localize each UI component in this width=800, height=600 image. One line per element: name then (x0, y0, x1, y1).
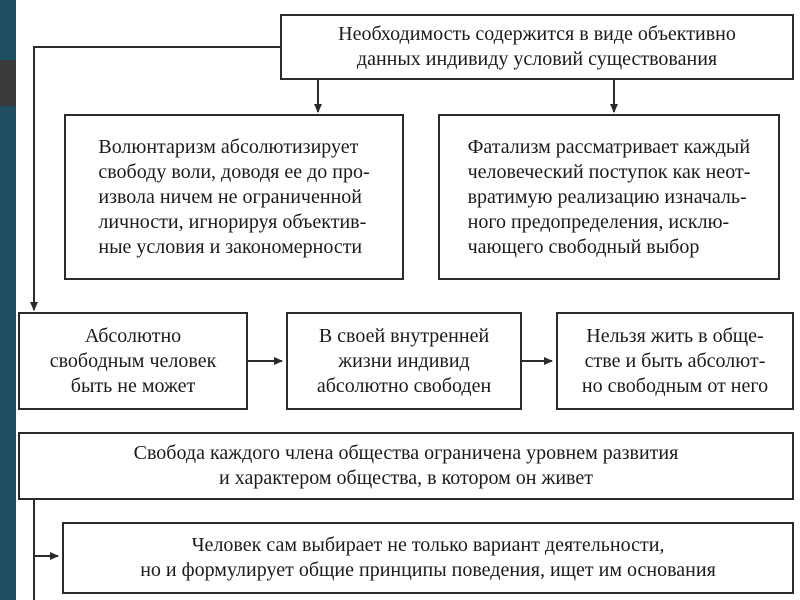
box-person-chooses: Человек сам выбирает не только вариант деятельности, но и формулирует общие принципы поведения, ищет им основания (62, 522, 794, 594)
box-freedom-limited: Свобода каждого члена общества ограничена уровнем развития и характером общества, в котором он живет (18, 432, 794, 500)
box-society: Нельзя жить в обще- стве и быть абсолют- но свободным от него (556, 312, 794, 410)
box-fatalism: Фатализм рассматривает каждый человеческий поступок как неот- вратимую реализацию изначаль- ного предопределения, исклю- чающего свободный выбор (438, 114, 780, 280)
box-absolute-freedom: Абсолютно свободным человек быть не может (18, 312, 248, 410)
box-inner-freedom: В своей внутренней жизни индивид абсолютно свободен (286, 312, 522, 410)
box-necessity: Необходимость содержится в виде объективно данных индивиду условий существования (280, 14, 794, 80)
box-voluntarism: Волюнтаризм абсолютизирует свободу воли, доводя ее до про- извола ничем не ограниченной личности, игнорируя объектив- ные условия и закономерности (64, 114, 404, 280)
